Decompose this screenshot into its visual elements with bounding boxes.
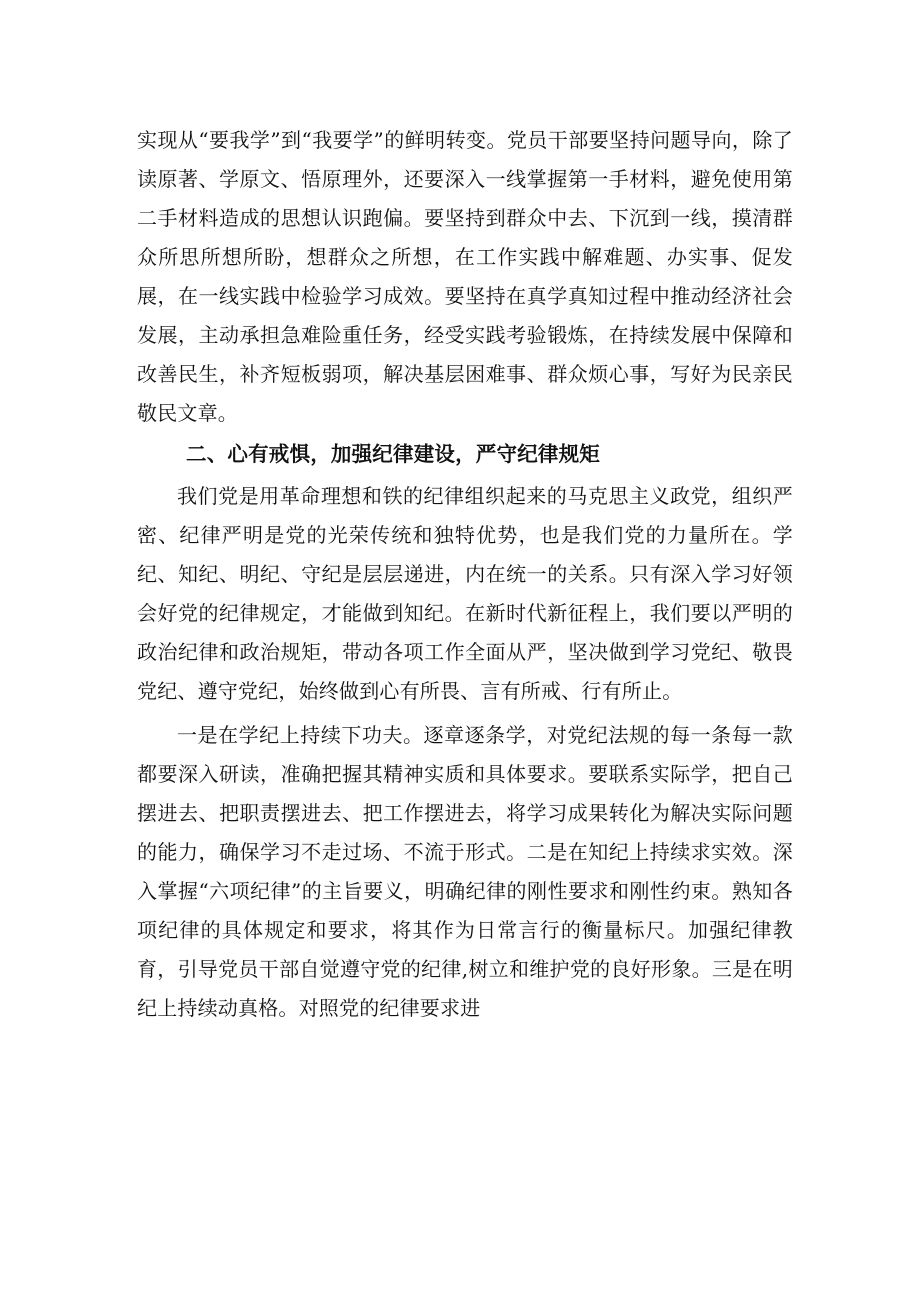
section-heading: 二、心有戒惧，加强纪律建设，严守纪律规矩 [186,442,600,466]
paragraph-discipline-intro: 我们党是用革命理想和铁的纪律组织起来的马克思主义政党，组织严密、纪律严明是党的光荣传统和独特优势，也是我们党的力量所在。学纪、知纪、明纪、守纪是层层递进，内在统一的关系。只有深入学习好领会好党的纪律规定，才能做到知纪。在新时代新征程上，我们要以严明的政治纪律和政治规矩，带动各项工作全面从严，坚决做到学习党纪、敬畏党纪、遵守党纪，始终做到心有所畏、言有所戒、行有所止。 [137,484,793,703]
paragraph-continuation: 实现从“要我学”到“我要学”的鲜明转变。党员干部要坚持问题导向，除了读原著、学原文、悟原理外，还要深入一线掌握第一手材料，避免使用第二手材料造成的思想认识跑偏。要坚持到群众中去、下沉到一线，摸清群众所思所想所盼，想群众之所想，在工作实践中解难题、办实事、促发展，在一线实践中检验学习成效。要坚持在真学真知过程中推动经济社会发展，主动承担急难险重任务，经受实践考验锻炼，在持续发展中保障和改善民生，补齐短板弱项，解决基层困难事、群众烦心事，写好为民亲民敬民文章。 [137,128,793,425]
document-body [137,121,793,1028]
paragraph-discipline-steps: 一是在学纪上持续下功夫。逐章逐条学，对党纪法规的每一条每一款都要深入研读，准确把握其精神实质和具体要求。要联系实际学，把自己摆进去、把职责摆进去、把工作摆进去，将学习成果转化为解决实际问题的能力，确保学习不走过场、不流于形式。二是在知纪上持续求实效。深入掌握“六项纪律”的主旨要义，明确纪律的刚性要求和刚性约束。熟知各项纪律的具体规定和要求，将其作为日常言行的衡量标尺。加强纪律教育，引导党员干部自觉遵守党的纪律,树立和维护党的良好形象。三是在明纪上持续动真格。对照党的纪律要求进 [137,723,793,1020]
